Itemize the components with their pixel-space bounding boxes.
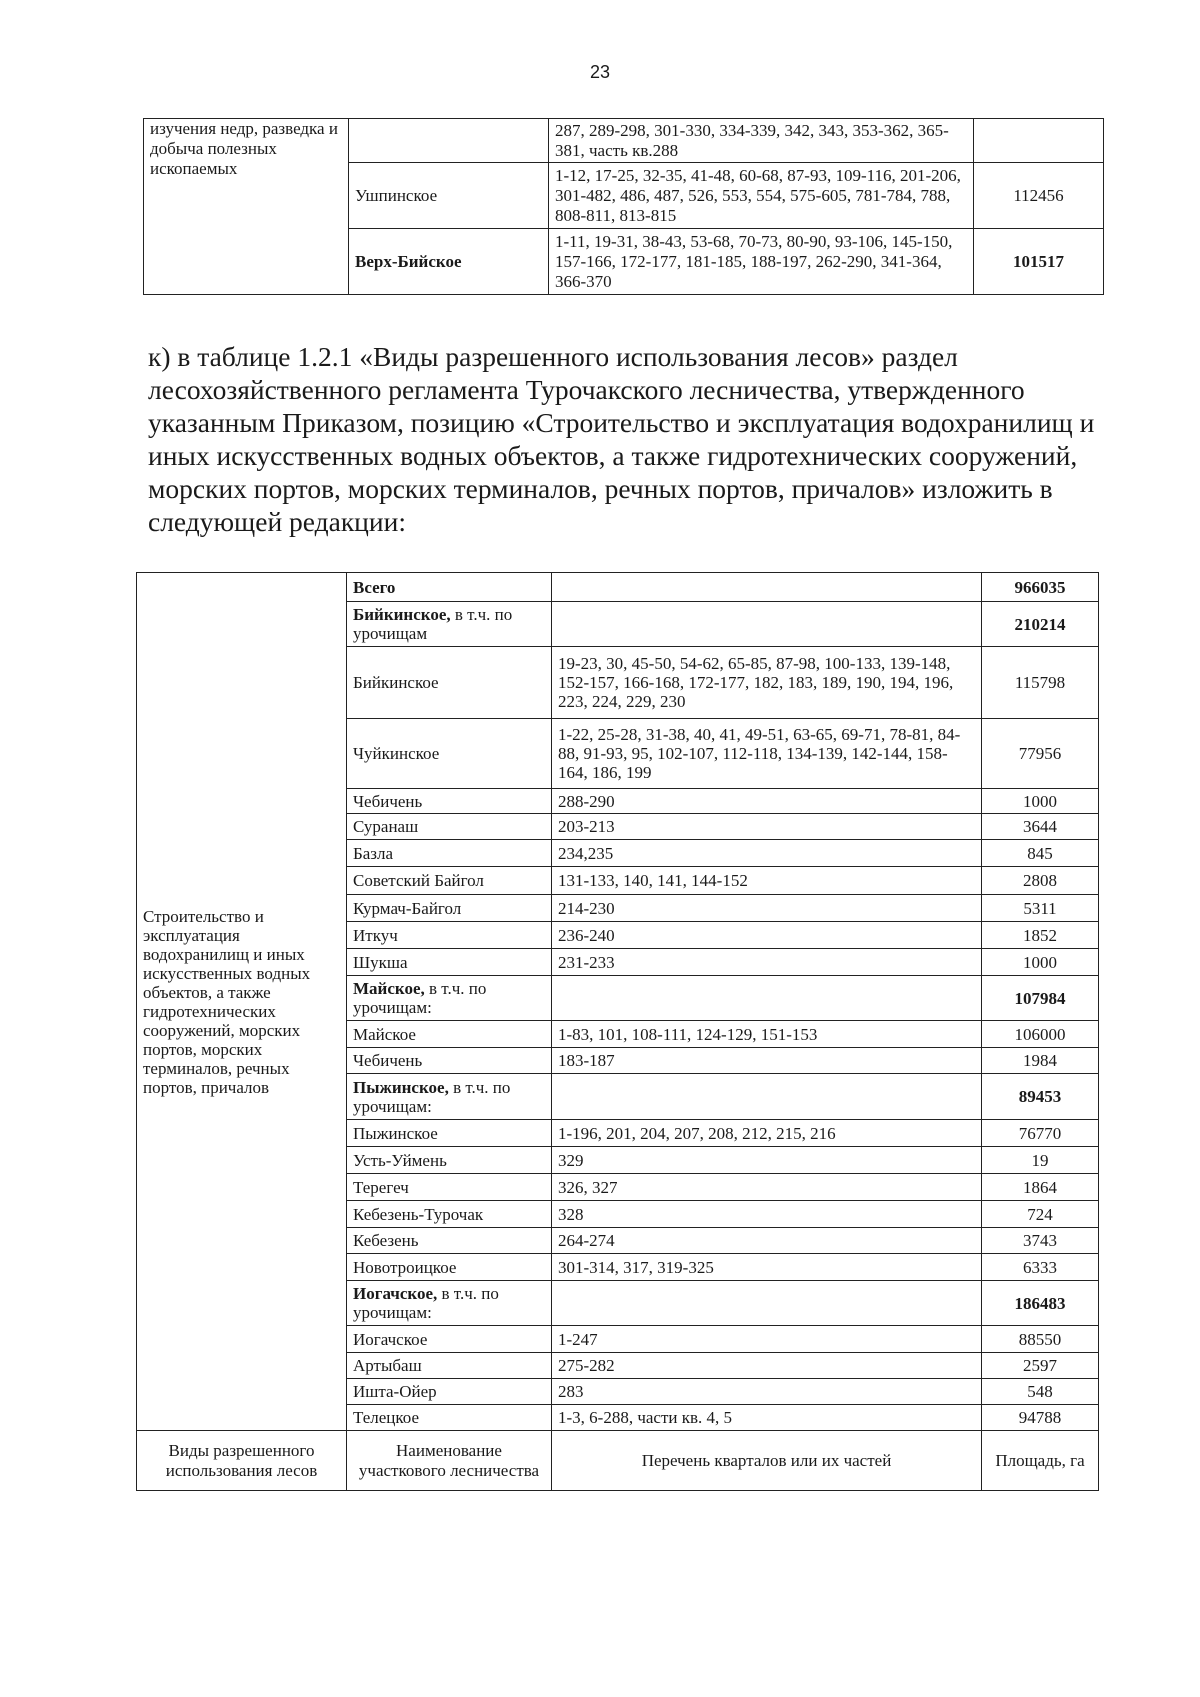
quarters-cell: 283 [552, 1379, 982, 1405]
forestry-name: Иогачское [353, 1329, 428, 1349]
area-cell: 106000 [982, 1021, 1099, 1048]
area-cell: 76770 [982, 1120, 1099, 1147]
forestry-name-cell [347, 1120, 552, 1147]
forest-use-table [136, 572, 1099, 1491]
area-cell [974, 119, 1104, 163]
forestry-name: Иогачское, [353, 1284, 438, 1303]
quarters-cell: 264-274 [552, 1228, 982, 1254]
forestry-name-cell [347, 1174, 552, 1201]
forestry-name: Курмач-Байгол [353, 898, 462, 918]
area-cell: 845 [982, 840, 1099, 867]
forestry-name: Пыжинское [353, 1123, 438, 1143]
purpose-cell: изучения недр, разведка и добыча полезных ископаемых [144, 119, 349, 295]
area-cell: 5311 [982, 895, 1099, 922]
area-cell: 6333 [982, 1254, 1099, 1281]
forestry-name: Шукша [353, 952, 408, 972]
forestry-name: Всего [353, 577, 396, 597]
forestry-name: Базла [353, 843, 394, 863]
forestry-name-cell [347, 895, 552, 922]
forestry-name: Усть-Уймень [353, 1150, 447, 1170]
forestry-name-cell [347, 1021, 552, 1048]
quarters-cell: 1-83, 101, 108-111, 124-129, 151-153 [552, 1021, 982, 1048]
area-cell: 2597 [982, 1353, 1099, 1379]
forestry-name: Кебезень [353, 1231, 419, 1250]
area-cell: 1000 [982, 949, 1099, 976]
forestry-name-cell [347, 573, 552, 602]
forestry-name: Иткуч [353, 925, 398, 945]
quarters-cell: 1-196, 201, 204, 207, 208, 212, 215, 216 [552, 1120, 982, 1147]
header-area: Площадь, га [982, 1431, 1099, 1491]
forestry-name: Чебичень [353, 791, 423, 811]
quarters-cell: 236-240 [552, 922, 982, 949]
forestry-name-suffix: в т.ч. по урочищам: [353, 979, 487, 1017]
quarters-cell: 183-187 [552, 1048, 982, 1074]
forestry-name: Майское [353, 1024, 416, 1044]
forestry-name-cell [347, 1281, 552, 1326]
forestry-name-cell [347, 1353, 552, 1379]
area-cell: 1984 [982, 1048, 1099, 1074]
quarters-cell: 1-247 [552, 1326, 982, 1353]
area-cell: 77956 [982, 719, 1099, 789]
area-cell: 966035 [982, 573, 1099, 602]
quarters-cell [552, 1281, 982, 1326]
table-row [144, 119, 1104, 163]
forestry-name-cell [347, 1254, 552, 1281]
quarters-cell: 1-12, 17-25, 32-35, 41-48, 60-68, 87-93, 109-116, 201-206, 301-482, 486, 487, 526, 553, 554, 575-605, 781-784, 788, 808-811, 813-815 [549, 163, 974, 229]
quarters-cell [552, 976, 982, 1021]
quarters-cell [552, 602, 982, 647]
quarters-cell: 1-3, 6-288, части кв. 4, 5 [552, 1405, 982, 1431]
forestry-name-suffix: в т.ч. по урочищам [353, 605, 513, 643]
purpose-cell: Строительство и эксплуатация водохранилищ и иных искусственных водных объектов, а также гидротехнических сооружений, морских портов, морских терминалов, речных портов, причалов [137, 573, 347, 1431]
quarters-cell: 275-282 [552, 1353, 982, 1379]
forestry-name-cell [347, 789, 552, 814]
quarters-cell: 287, 289-298, 301-330, 334-339, 342, 343, 353-362, 365-381, часть кв.288 [549, 119, 974, 163]
forestry-cell [349, 119, 549, 163]
area-cell: 724 [982, 1201, 1099, 1228]
forestry-name: Ишта-Ойер [353, 1382, 437, 1401]
forestry-name-cell [347, 840, 552, 867]
forestry-name-cell [347, 1147, 552, 1174]
area-cell: 3743 [982, 1228, 1099, 1254]
quarters-cell [552, 1074, 982, 1120]
quarters-cell: 1-22, 25-28, 31-38, 40, 41, 49-51, 63-65, 69-71, 78-81, 84-88, 91-93, 95, 102-107, 112-118, 134-139, 142-144, 158-164, 186, 199 [552, 719, 982, 789]
area-cell: 186483 [982, 1281, 1099, 1326]
area-cell: 2808 [982, 867, 1099, 895]
forestry-name: Чебичень [353, 1051, 423, 1070]
header-use-types: Виды разрешенного использования лесов [137, 1431, 347, 1491]
quarters-cell: 329 [552, 1147, 982, 1174]
forestry-name-cell [347, 922, 552, 949]
forestry-name-cell [347, 867, 552, 895]
quarters-cell [552, 573, 982, 602]
quarters-cell: 231-233 [552, 949, 982, 976]
forestry-name: Пыжинское, [353, 1077, 449, 1097]
continued-table [143, 118, 1104, 295]
forestry-name: Телецкое [353, 1408, 420, 1427]
forestry-name: Майское, [353, 979, 425, 998]
area-cell: 3644 [982, 814, 1099, 840]
forestry-name: Кебезень-Турочак [353, 1204, 484, 1224]
forestry-name: Бийкинское, [353, 605, 451, 624]
area-cell: 210214 [982, 602, 1099, 647]
forestry-name-cell [347, 602, 552, 647]
area-cell: 19 [982, 1147, 1099, 1174]
area-cell: 94788 [982, 1405, 1099, 1431]
quarters-cell: 288-290 [552, 789, 982, 814]
forestry-name-cell [347, 1379, 552, 1405]
area-cell: 107984 [982, 976, 1099, 1021]
quarters-cell: 328 [552, 1201, 982, 1228]
quarters-cell: 131-133, 140, 141, 144-152 [552, 867, 982, 895]
area-cell: 88550 [982, 1326, 1099, 1353]
forestry-name-cell [347, 1074, 552, 1120]
area-cell: 1864 [982, 1174, 1099, 1201]
forestry-name: Артыбаш [353, 1356, 422, 1375]
area-cell: 89453 [982, 1074, 1099, 1120]
forestry-name: Суранаш [353, 817, 419, 836]
forestry-name: Советский Байгол [353, 871, 484, 890]
forestry-name: Новотроицкое [353, 1257, 457, 1277]
area-cell: 112456 [974, 163, 1104, 229]
area-cell: 1000 [982, 789, 1099, 814]
header-row [137, 1431, 1099, 1491]
area-cell: 101517 [974, 229, 1104, 295]
quarters-cell: 326, 327 [552, 1174, 982, 1201]
area-cell: 115798 [982, 647, 1099, 719]
header-quarters-list: Перечень кварталов или их частей [552, 1431, 982, 1491]
forestry-name: Бийкинское [353, 673, 439, 692]
quarters-cell: 203-213 [552, 814, 982, 840]
area-cell: 1852 [982, 922, 1099, 949]
quarters-cell: 301-314, 317, 319-325 [552, 1254, 982, 1281]
quarters-cell: 214-230 [552, 895, 982, 922]
forestry-name-cell [347, 1326, 552, 1353]
forestry-name-cell [347, 949, 552, 976]
quarters-cell: 19-23, 30, 45-50, 54-62, 65-85, 87-98, 100-133, 139-148, 152-157, 166-168, 172-177, 182, 183, 189, 190, 194, 196, 223, 224, 229, 230 [552, 647, 982, 719]
forestry-name: Чуйкинское [353, 744, 440, 763]
quarters-cell: 1-11, 19-31, 38-43, 53-68, 70-73, 80-90, 93-106, 145-150, 157-166, 172-177, 181-185, 188-197, 262-290, 341-364, 366-370 [549, 229, 974, 295]
forestry-name-suffix: в т.ч. по урочищам: [353, 1284, 499, 1322]
forestry-name-suffix: в т.ч. по урочищам: [353, 1077, 511, 1116]
forestry-name: Терегеч [353, 1177, 409, 1197]
page-number: 23 [589, 62, 611, 82]
forestry-name-cell [347, 1201, 552, 1228]
forestry-name-cell [347, 1405, 552, 1431]
table-row [137, 573, 1099, 602]
forestry-name-cell [347, 647, 552, 719]
forestry-name-cell [347, 1228, 552, 1254]
amendment-paragraph: к) в таблице 1.2.1 «Виды разрешенного использования лесов» раздел лесохозяйственного регламента Турочакского лесничества, утвержденного указанным Приказом, позицию «Строительство и эксплуатация водохранилищ и иных искусственных водных объектов, а также гидротехнических сооружений, морских портов, морских терминалов, речных портов, причалов» изложить в следующей редакции: [148, 341, 1095, 537]
forestry-cell: Ушпинское [349, 163, 549, 229]
area-cell: 548 [982, 1379, 1099, 1405]
quarters-cell: 234,235 [552, 840, 982, 867]
forestry-name-cell [347, 976, 552, 1021]
forestry-name-cell [347, 719, 552, 789]
header-forestry-name: Наименование участкового лесничества [347, 1431, 552, 1491]
forestry-cell: Верх-Бийское [349, 229, 549, 295]
forestry-name-cell [347, 1048, 552, 1074]
forestry-name-cell [347, 814, 552, 840]
